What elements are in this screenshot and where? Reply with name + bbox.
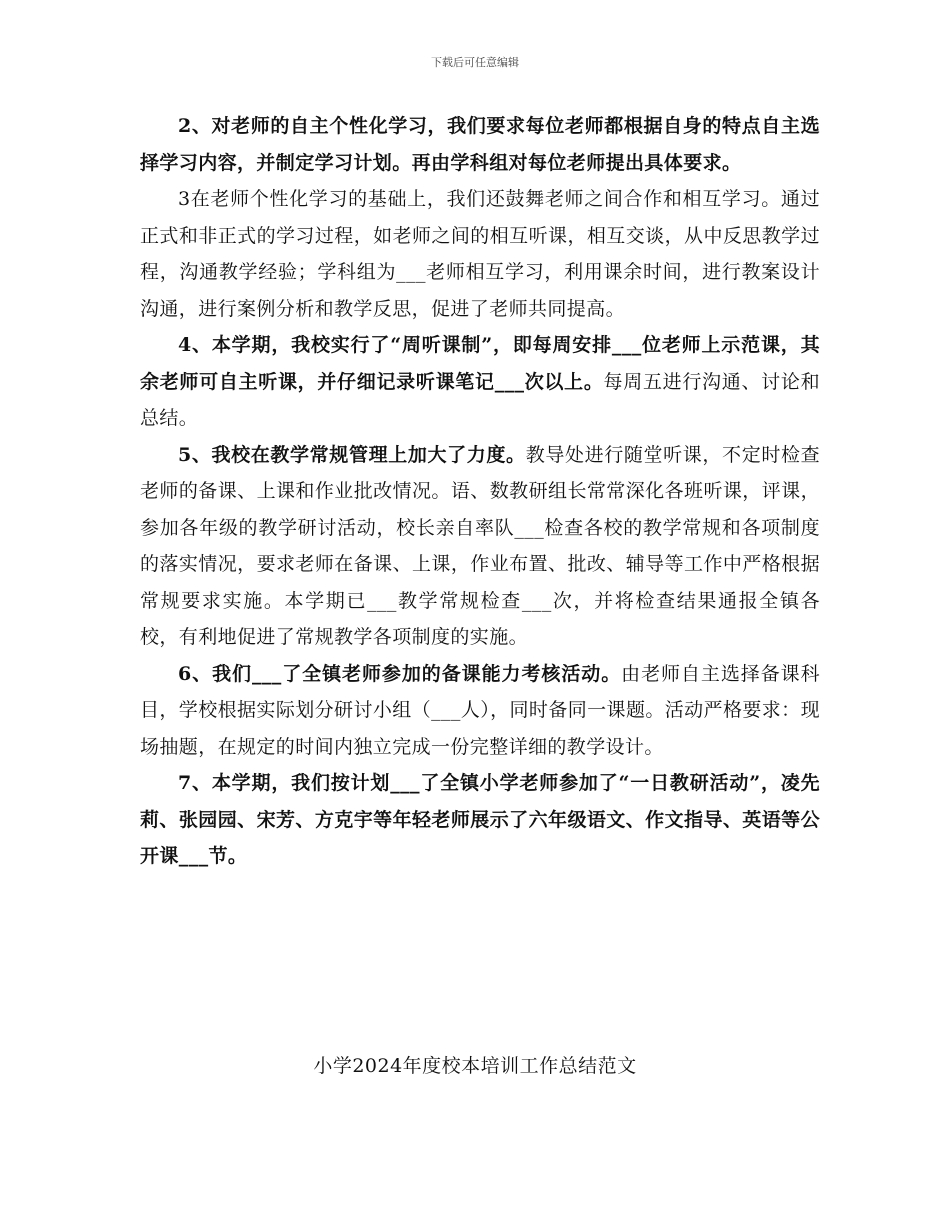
paragraph-7 bbox=[140, 765, 820, 875]
document-title: 小学2024年度校本培训工作总结范文 bbox=[313, 1055, 637, 1077]
paragraph-5-normal: 教导处进行随堂听课，不定时检查老师的备课、上课和作业批改情况。语、数教研组长常常深化各班听课，评课，参加各年级的教学研讨活动，校长亲自率队___检查各校的教学常规和各项制度的落实情况，要求老师在备课、上课，作业布置、批改、辅导等工作中严格根据常规要求实施。本学期已___教学常规检查___次，并将检查结果通报全镇各校，有利地促进了常规教学各项制度的实施。 bbox=[140, 443, 820, 648]
paragraph-4 bbox=[140, 327, 820, 437]
paragraph-3 bbox=[140, 181, 820, 327]
paragraph-6-normal: 由老师自主选择备课科目，学校根据实际划分研讨小组（___人），同时备同一课题。活动严格要求：现场抽题，在规定的时间内独立完成一份完整详细的教学设计。 bbox=[140, 662, 820, 758]
paragraph-5-bold: 5、我校在教学常规管理上加大了力度。 bbox=[178, 443, 526, 466]
paragraph-3-normal: 3在老师个性化学习的基础上，我们还鼓舞老师之间合作和相互学习。通过正式和非正式的学习过程，如老师之间的相互听课，相互交谈，从中反思教学过程，沟通教学经验；学科组为___老师相互学习，利用课余时间，进行教案设计沟通，进行案例分析和教学反思，促进了老师共同提高。 bbox=[140, 188, 820, 320]
paragraph-4-normal: 每周五进行沟通、讨论和总结。 bbox=[140, 370, 820, 429]
paragraph-2-bold: 2、对老师的自主个性化学习，我们要求每位老师都根据自身的特点自主选择学习内容，并制定学习计划。再由学科组对每位老师提出具体要求。 bbox=[140, 115, 820, 174]
paragraph-4-bold: 4、本学期，我校实行了“周听课制”，即每周安排___位老师上示范课，其余老师可自主听课，并仔细记录听课笔记___次以上。 bbox=[140, 334, 820, 393]
paragraph-2 bbox=[140, 108, 820, 181]
paragraph-6 bbox=[140, 656, 820, 766]
page-header: 下载后可任意编辑 bbox=[431, 56, 519, 69]
document-body bbox=[140, 108, 820, 875]
paragraph-5 bbox=[140, 437, 820, 656]
paragraph-7-bold: 7、本学期，我们按计划___了全镇小学老师参加了“一日教研活动”，凌先莉、张园园、宋芳、方克宇等年轻老师展示了六年级语文、作文指导、英语等公开课___节。 bbox=[140, 772, 820, 867]
paragraph-6-bold: 6、我们___了全镇老师参加的备课能力考核活动。 bbox=[178, 662, 622, 685]
